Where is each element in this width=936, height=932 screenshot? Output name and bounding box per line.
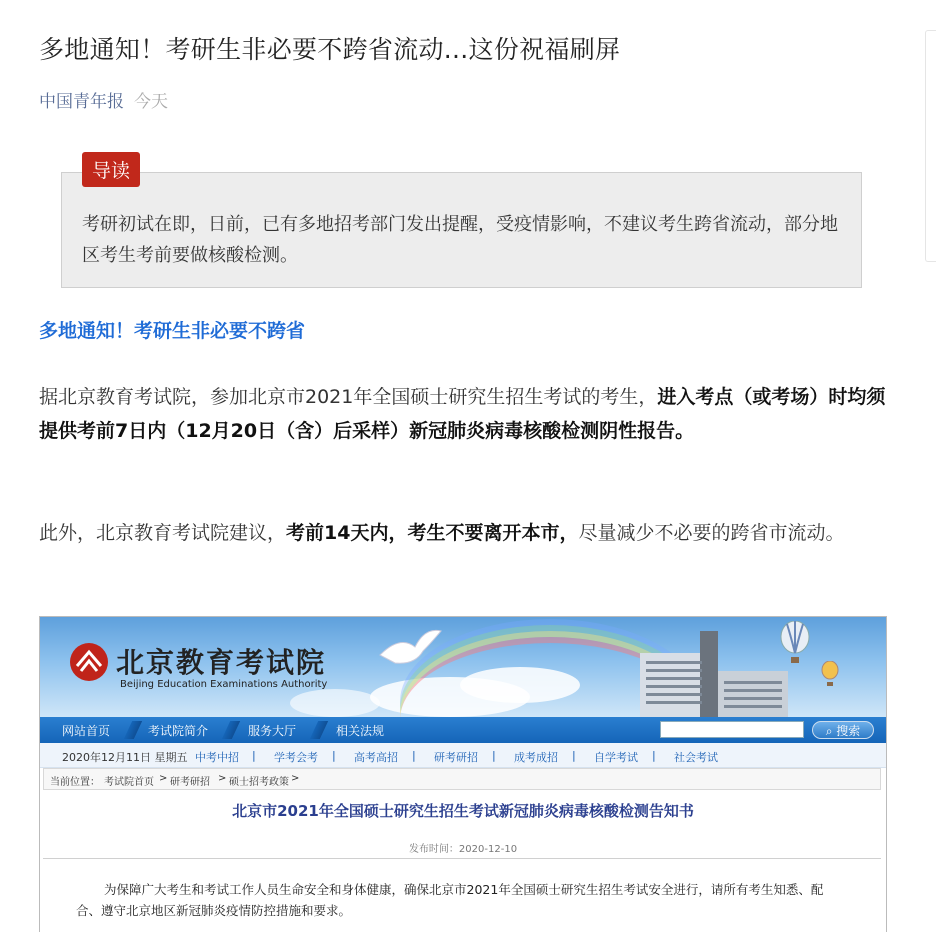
- notice-title: 北京市2021年全国硕士研究生招生考试新冠肺炎病毒核酸检测告知书: [232, 802, 694, 820]
- notice-divider: [43, 858, 881, 859]
- section-subheading: 多地通知！考研生非必要不跨省: [39, 320, 306, 342]
- paragraph-1-text: 据北京教育考试院，参加北京市2021年全国硕士研究生招生考试的考生，: [39, 386, 658, 408]
- search-icon: ⌕: [825, 724, 833, 738]
- subnav-item-gaokao[interactable]: 高考高招: [354, 751, 398, 764]
- site-logo-en: Beijing Education Examinations Authority: [120, 679, 328, 690]
- paragraph-2-bold: 考前14天内，考生不要离开本市，: [286, 522, 579, 544]
- breadcrumb: 当前位置： 考试院首页 > 研考研招 > 硕士招考政策 >: [43, 768, 881, 790]
- article-title: 多地通知！考研生非必要不跨省流动...这份祝福刷屏: [39, 35, 621, 64]
- breadcrumb-item-policy[interactable]: 硕士招考政策: [229, 777, 289, 788]
- paragraph-1-bold: 进入考点（或考场）时均须提供考前7日内（12月20日（含）后采样）新冠肺炎病毒核酸检测阴性报告。: [39, 386, 886, 442]
- authority-logo-icon: [68, 641, 110, 683]
- site-sub-nav: 2020年12月11日 星期五 中考中招 | 学考会考 | 高考高招 | 研考研招 | 成考成招 | 自学考试 | 社会考试: [40, 743, 886, 768]
- subnav-item-shekao[interactable]: 社会考试: [674, 751, 718, 764]
- embedded-screenshot[interactable]: [39, 616, 887, 932]
- subnav-item-xuekao[interactable]: 学考会考: [274, 751, 318, 764]
- site-date: 2020年12月11日 星期五: [62, 751, 188, 764]
- guide-box: [61, 172, 862, 288]
- guide-text: 考研初试在即，日前，已有多地招考部门发出提醒，受疫情影响，不建议考生跨省流动，部分地区考生考前要做核酸检测。: [82, 214, 838, 266]
- breadcrumb-item-home[interactable]: 考试院首页: [104, 777, 154, 788]
- hot-air-balloon-icon: [778, 621, 812, 671]
- article-source-link[interactable]: 中国青年报: [39, 92, 124, 112]
- nav-item-services[interactable]: 服务大厅: [248, 724, 297, 738]
- article-time: 今天: [134, 92, 168, 112]
- site-search-input[interactable]: [660, 721, 804, 738]
- site-logo-cn: 北京教育考试院: [116, 646, 327, 679]
- nav-item-about[interactable]: 考试院简介: [148, 724, 209, 738]
- notice-publish-time: 发布时间：2020-12-10: [408, 844, 518, 855]
- dove-icon: [375, 625, 445, 671]
- paragraph-1: [39, 380, 891, 448]
- subnav-item-chengkao[interactable]: 成考成招: [514, 751, 558, 764]
- paragraph-2: [39, 516, 891, 550]
- site-search-label: 搜索: [836, 724, 861, 738]
- side-panel-edge: [925, 30, 936, 262]
- building-icon: [600, 631, 800, 717]
- subnav-item-yankao[interactable]: 研考研招: [434, 751, 478, 764]
- paragraph-2-text-a: 此外，北京教育考试院建议，: [39, 522, 287, 544]
- hot-air-balloon-small-icon: [820, 661, 840, 691]
- nav-item-home[interactable]: 网站首页: [62, 724, 111, 738]
- paragraph-2-text-c: 尽量减少不必要的跨省市流动。: [578, 522, 845, 544]
- guide-tag: 导读: [82, 152, 140, 187]
- notice-body: 为保障广大考生和考试工作人员生命安全和身体健康，确保北京市2021年全国硕士研究生招生考试安全进行，请所有考生知悉、配合、遵守北京地区新冠肺炎疫情防控措施和要求。: [76, 882, 824, 918]
- subnav-item-zhongkao[interactable]: 中考中招: [195, 751, 239, 764]
- article-meta: [39, 87, 168, 112]
- breadcrumb-item-yankao[interactable]: 研考研招: [170, 777, 210, 788]
- breadcrumb-label: 当前位置：: [50, 777, 100, 788]
- site-search-button[interactable]: [812, 721, 874, 739]
- nav-item-laws[interactable]: 相关法规: [336, 724, 385, 738]
- subnav-item-zikao[interactable]: 自学考试: [594, 751, 638, 764]
- site-banner: [40, 617, 886, 717]
